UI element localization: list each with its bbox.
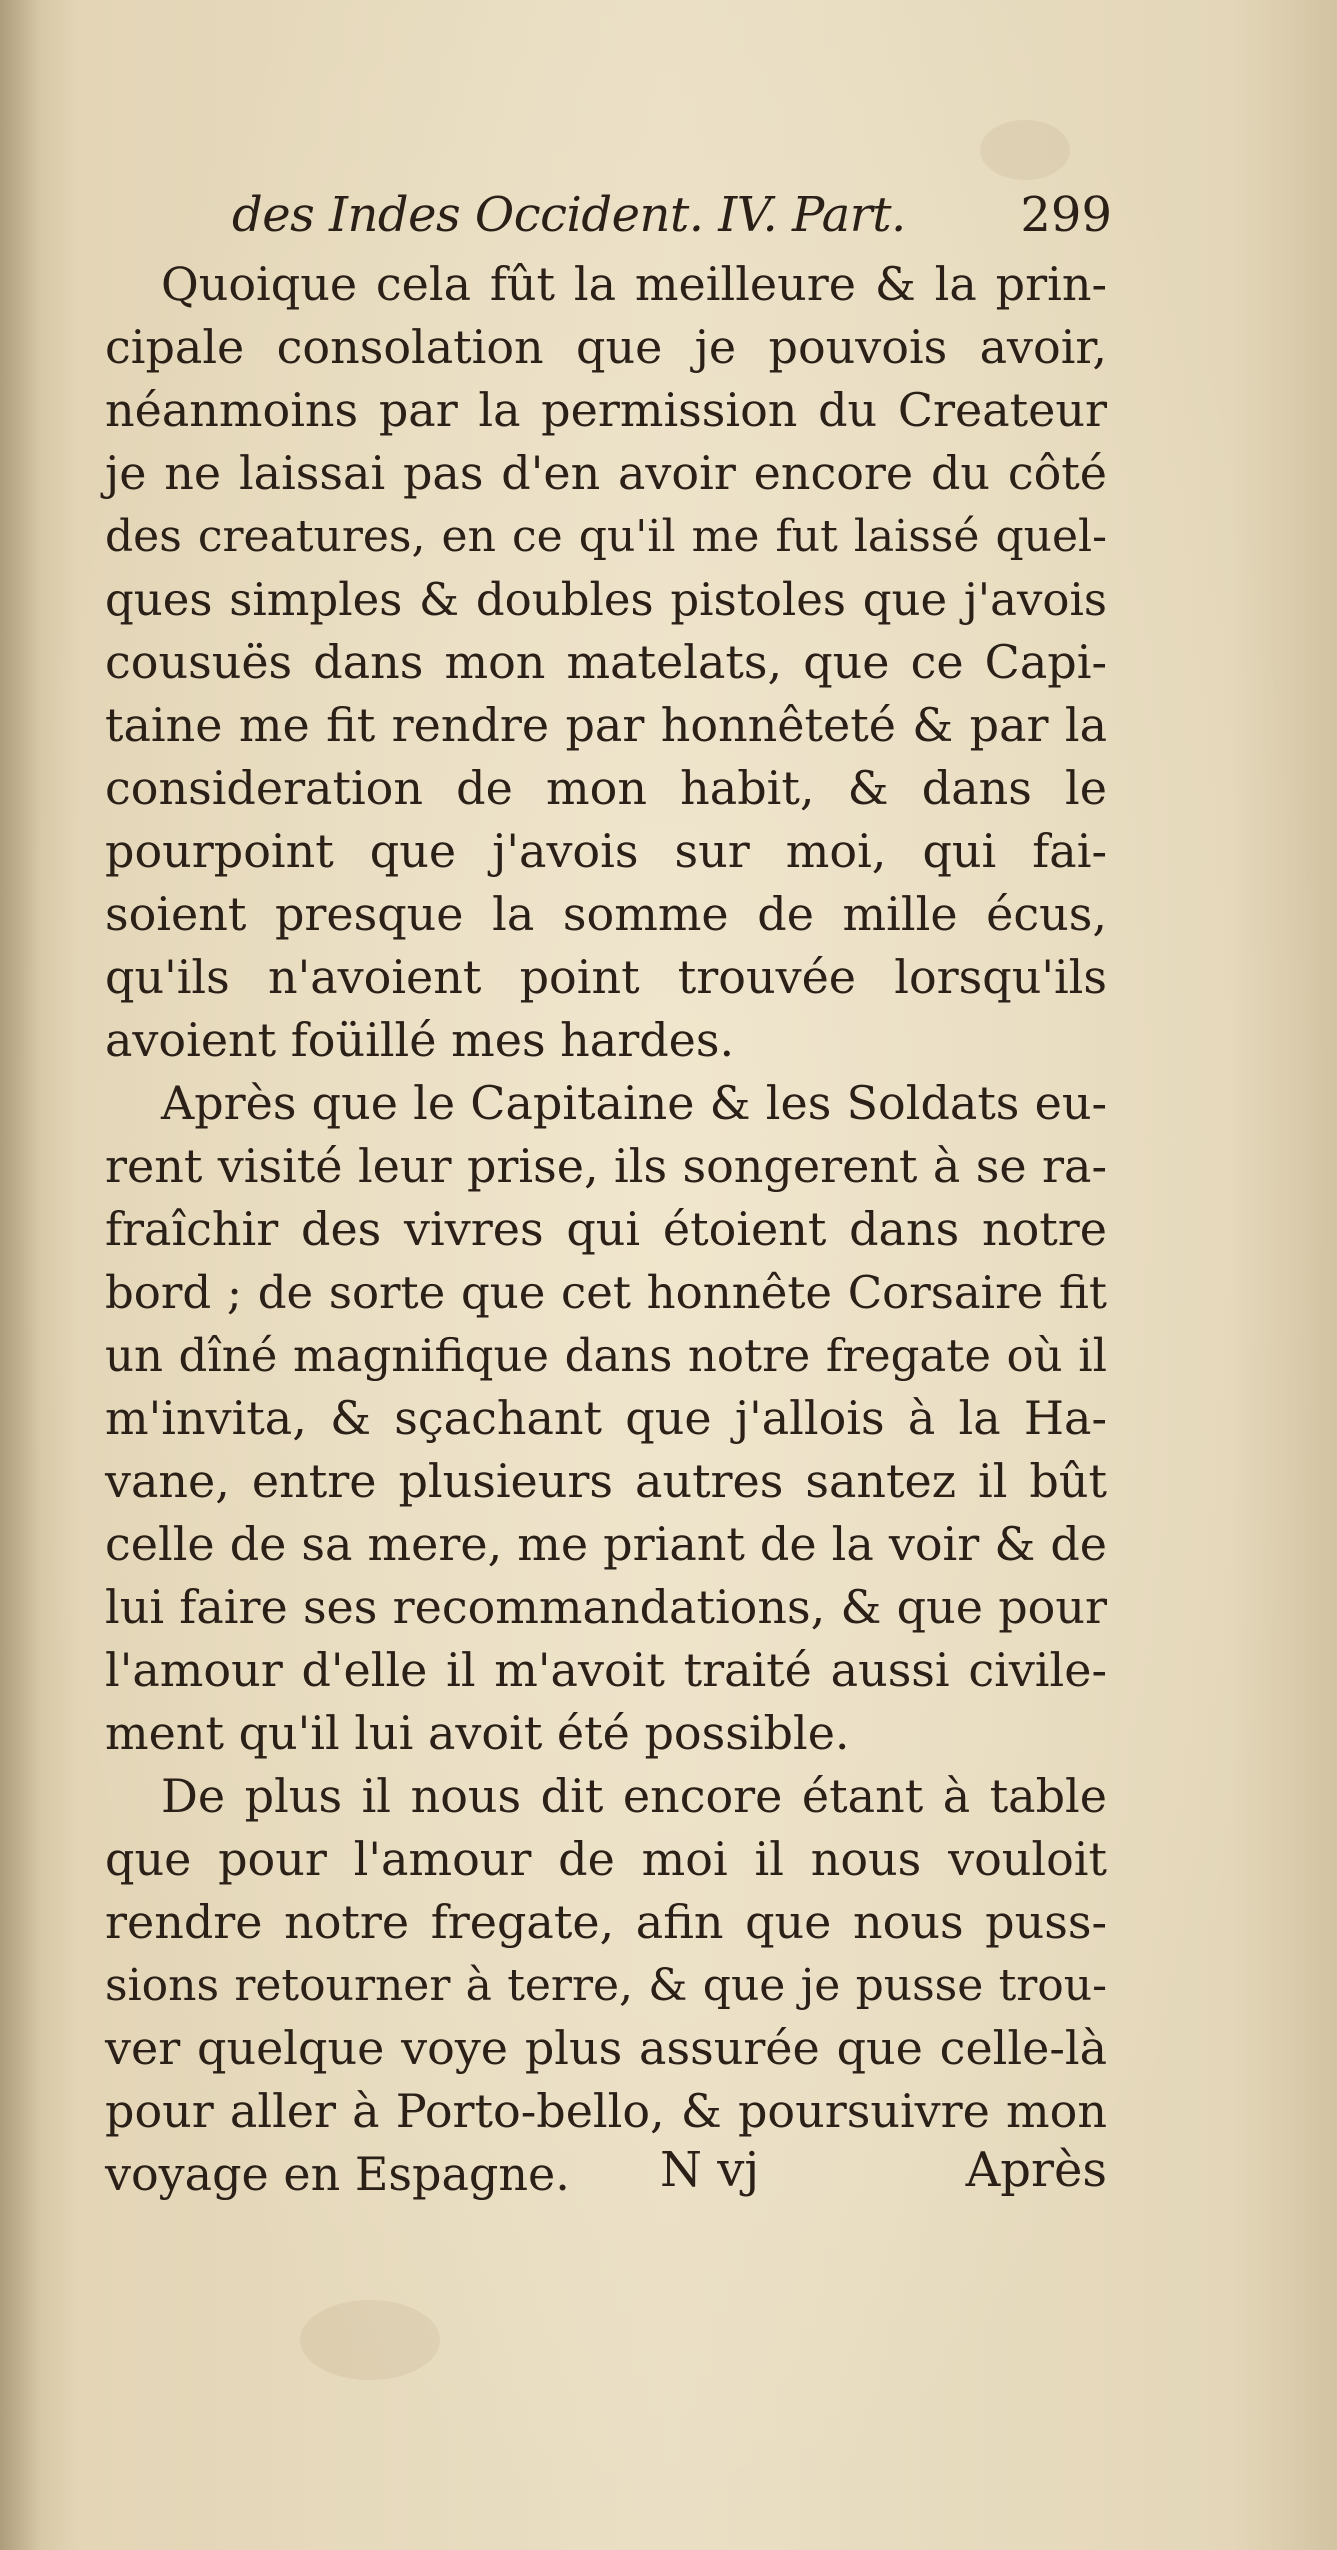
text-line: voyage en Espagne.	[105, 2147, 570, 2201]
text-line: sions retourner à terre, & que je pusse trou-	[105, 1960, 1107, 2011]
gutter-shadow	[0, 0, 40, 2550]
text-line: Quoique cela fût la meilleure & la prin-	[161, 257, 1107, 311]
page-number: 299	[1020, 187, 1112, 243]
text-line: rendre notre fregate, afin que nous puss-	[105, 1895, 1107, 1949]
text-line: taine me fit rendre par honnêteté & par la	[105, 698, 1107, 752]
paper-stain	[300, 2300, 440, 2380]
text-line: consideration de mon habit, & dans le	[105, 761, 1107, 815]
text-line: des creatures, en ce qu'il me fut laissé quel-	[105, 511, 1107, 562]
text-line: bord ; de sorte que cet honnête Corsaire fit	[105, 1266, 1107, 1319]
text-line: que pour l'amour de moi il nous vouloit	[105, 1832, 1107, 1886]
text-line: qu'ils n'avoient point trouvée lorsqu'ils	[105, 950, 1107, 1004]
text-line: m'invita, & sçachant que j'allois à la Ha-	[105, 1391, 1107, 1445]
text-line: ques simples & doubles pistoles que j'avois	[105, 573, 1107, 626]
paper-stain	[980, 120, 1070, 180]
text-line: rent visité leur prise, ils songerent à se ra-	[105, 1139, 1107, 1193]
body-text	[105, 253, 1107, 2206]
text-line: soient presque la somme de mille écus,	[105, 887, 1107, 941]
text-line: fraîchir des vivres qui étoient dans notre	[105, 1202, 1107, 1256]
text-line: cousuës dans mon matelats, que ce Capi-	[105, 635, 1107, 689]
text-line: je ne laissai pas d'en avoir encore du côté	[105, 446, 1107, 500]
signature-mark: N vj	[660, 2142, 760, 2198]
text-line: pourpoint que j'avois sur moi, qui fai-	[105, 824, 1107, 878]
text-line: cipale consolation que je pouvois avoir,	[105, 320, 1107, 374]
page-footer	[660, 2135, 1107, 2205]
text-line: néanmoins par la permission du Createur	[105, 383, 1107, 437]
text-line: celle de sa mere, me priant de la voir & de	[105, 1517, 1107, 1571]
text-line: vane, entre plusieurs autres santez il bût	[105, 1454, 1107, 1508]
text-line: ment qu'il lui avoit été possible.	[105, 1706, 850, 1760]
text-line: Après que le Capitaine & les Soldats eu-	[161, 1076, 1107, 1130]
text-line: pour aller à Porto-bello, & poursuivre mon	[105, 2084, 1107, 2138]
text-line: ver quelque voye plus assurée que celle-là	[105, 2021, 1107, 2075]
text-line: avoient foüillé mes hardes.	[105, 1013, 735, 1067]
text-line: lui faire ses recommandations, & que pour	[105, 1580, 1107, 1634]
text-line: l'amour d'elle il m'avoit traité aussi civile-	[105, 1643, 1107, 1697]
running-title: des Indes Occident. IV. Part.	[232, 187, 906, 243]
text-line: De plus il nous dit encore étant à table	[161, 1769, 1107, 1823]
page-header	[232, 185, 1112, 245]
catchword: Après	[965, 2142, 1107, 2198]
text-line: un dîné magnifique dans notre fregate où il	[105, 1329, 1107, 1382]
